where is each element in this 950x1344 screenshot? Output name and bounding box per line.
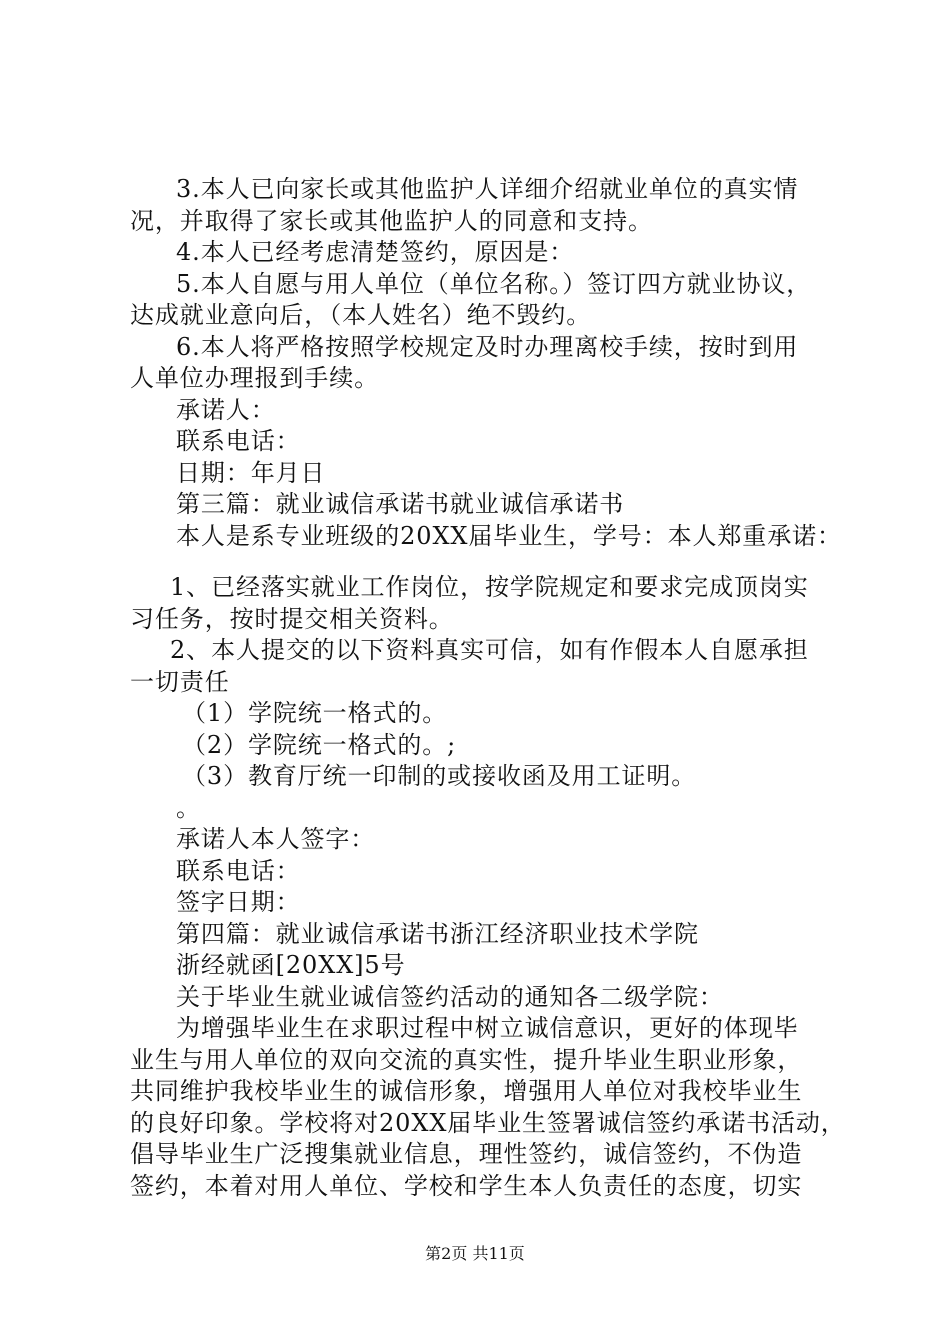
notice-title: 关于毕业生就业诚信签约活动的通知各二级学院：: [176, 982, 724, 1011]
paragraph-line: 达成就业意向后，（本人姓名）绝不毁约。: [130, 301, 592, 329]
signature-label: 承诺人本人签字：: [176, 825, 376, 853]
paragraph-line: 况，并取得了家长或其他监护人的同意和支持。: [130, 206, 653, 235]
section-heading: 第三篇：就业诚信承诺书就业诚信承诺书: [176, 490, 625, 518]
paragraph-line: 共同维护我校毕业生的诚信形象，增强用人单位对我校毕业生: [130, 1077, 803, 1105]
list-item: （1）学院统一格式的。: [182, 699, 448, 727]
document-body: [130, 174, 850, 1202]
list-item: （2）学院统一格式的。;: [182, 730, 457, 759]
paragraph-gap: [130, 552, 850, 572]
paragraph-line: 为增强毕业生在求职过程中树立诚信意识，更好的体现毕: [176, 1014, 799, 1042]
paragraph-line: 倡导毕业生广泛搜集就业信息，理性签约，诚信签约，不伪造: [130, 1140, 803, 1168]
list-item: （3）教育厅统一印制的或接收函及用工证明。: [182, 762, 697, 790]
paragraph-line: 5.本人自愿与用人单位（单位名称。）签订四方就业协议，: [176, 269, 812, 298]
phone-label: 联系电话：: [176, 427, 301, 455]
paragraph-line: 。: [176, 793, 201, 822]
paragraph-line: 习任务，按时提交相关资料。: [130, 604, 454, 633]
paragraph-line: 签约，本着对用人单位、学校和学生本人负责任的态度，切实: [130, 1171, 803, 1200]
document-number: 浙经就函[20XX]5号: [176, 951, 406, 979]
paragraph-line: 2、本人提交的以下资料真实可信，如有作假本人自愿承担: [170, 636, 809, 664]
paragraph-line: 6.本人将严格按照学校规定及时办理离校手续，按时到用: [176, 332, 799, 361]
paragraph-line: 一切责任: [130, 667, 230, 696]
signature-label: 承诺人：: [176, 395, 276, 424]
date-label: 签字日期：: [176, 888, 301, 916]
paragraph-line: 本人是系专业班级的20XX届毕业生，学号：本人郑重承诺：: [176, 521, 842, 550]
paragraph-line: 1、已经落实就业工作岗位，按学院规定和要求完成顶岗实: [170, 573, 809, 601]
paragraph-line: 4.本人已经考虑清楚签约，原因是：: [176, 238, 575, 266]
paragraph-line: 3.本人已向家长或其他监护人详细介绍就业单位的真实情: [176, 175, 799, 203]
phone-label: 联系电话：: [176, 856, 301, 885]
section-heading: 第四篇：就业诚信承诺书浙江经济职业技术学院: [176, 919, 699, 948]
paragraph-line: 人单位办理报到手续。: [130, 364, 379, 392]
date-label: 日期：年月日: [176, 458, 326, 487]
paragraph-line: 业生与用人单位的双向交流的真实性，提升毕业生职业形象，: [130, 1045, 803, 1074]
page-indicator: 第2页 共11页: [425, 1244, 525, 1263]
paragraph-line: 的良好印象。学校将对20XX届毕业生签署诚信签约承诺书活动，: [130, 1108, 846, 1137]
